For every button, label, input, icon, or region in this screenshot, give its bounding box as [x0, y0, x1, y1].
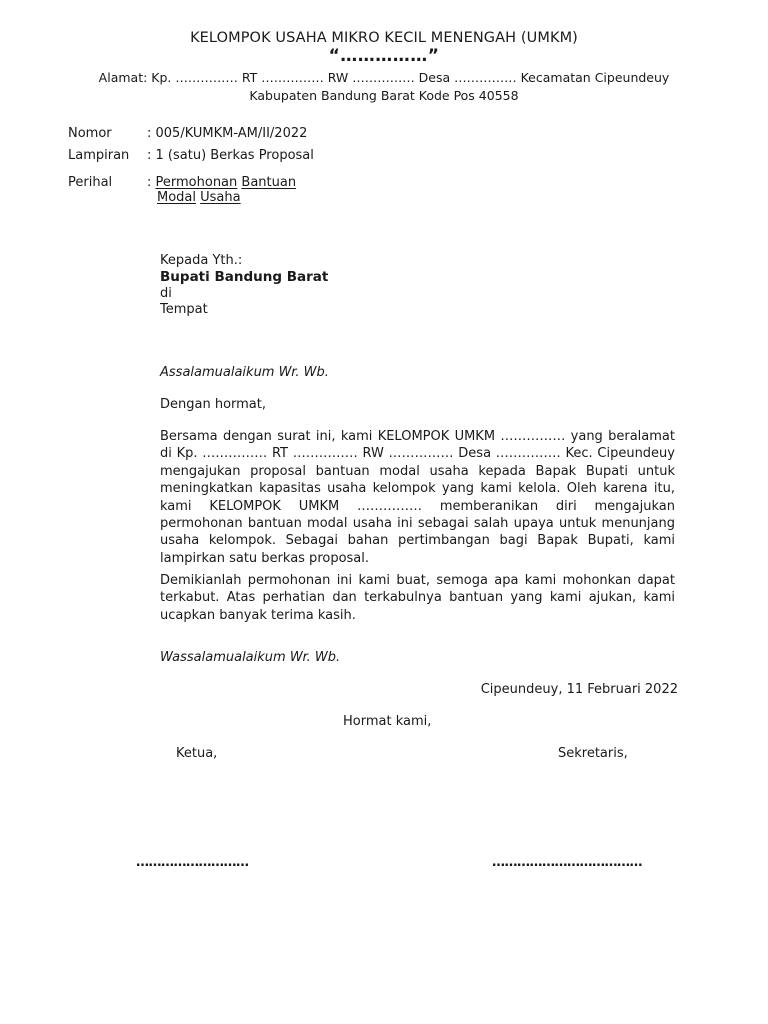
- sekretaris-label: Sekretaris,: [558, 746, 628, 761]
- place-date: Cipeundeuy, 11 Februari 2022: [480, 682, 678, 697]
- ketua-label: Ketua,: [176, 746, 218, 761]
- address-line-1: Alamat: Kp. …………… RT …………… RW …………… Desa …………… Kecamatan Cipeundeuy: [98, 70, 670, 85]
- perihal-label: Perihal: [68, 175, 113, 190]
- body-paragraph-2: Demikianlah permohonan ini kami buat, semoga apa kami mohonkan dapat terkabut. Atas perhatian dan terkabulnya bantuan yang kami ajukan, kami ucapkan banyak terima kasih.: [160, 573, 675, 623]
- lampiran-label: Lampiran: [68, 148, 130, 163]
- perihal-value-line1: [147, 175, 296, 190]
- lampiran-value: : 1 (satu) Berkas Proposal: [147, 148, 314, 163]
- nomor-value: : 005/KUMKM-AM/II/2022: [147, 126, 308, 141]
- perihal-word: Bantuan: [241, 175, 297, 190]
- kepada-label: Kepada Yth.:: [160, 253, 243, 268]
- nomor-label: Nomor: [68, 126, 112, 141]
- perihal-word: Modal: [157, 190, 196, 205]
- ketua-signature-line: ………………………: [136, 855, 249, 870]
- address-line-2: Kabupaten Bandung Barat Kode Pos 40558: [249, 88, 519, 103]
- recipient-name: Bupati Bandung Barat: [160, 269, 329, 285]
- body-paragraph-1: Bersama dengan surat ini, kami KELOMPOK UMKM …………… yang beralamat di Kp. …………… RT …………… RW …………… Desa …………… Kec. Cipeundeuy mengajukan proposal bantuan modal usaha kepada Bapak Bupati untuk meningkatkan kapasitas usaha kelompok yang kami kelola. Oleh karena itu, kami KELOMPOK UMKM …………… memberanikan diri mengajukan permohonan bantuan modal usaha ini sebagai salah upaya untuk menunjang usaha kelompok. Sebagai bahan pertimbangan bagi Bapak Bupati, kami lampirkan satu berkas proposal.: [160, 429, 675, 566]
- perihal-value-line2: [157, 190, 241, 205]
- hormat-kami: Hormat kami,: [343, 714, 432, 729]
- organization-name-placeholder: “……………”: [328, 46, 440, 66]
- organization-name: KELOMPOK USAHA MIKRO KECIL MENENGAH (UMKM): [190, 30, 578, 46]
- salutation: Dengan hormat,: [160, 397, 267, 412]
- recipient-place: Tempat: [160, 302, 208, 317]
- closing-greeting: Wassalamualaikum Wr. Wb.: [160, 650, 341, 665]
- opening-greeting: Assalamualaikum Wr. Wb.: [160, 365, 329, 380]
- perihal-word: Usaha: [200, 190, 241, 205]
- sekretaris-signature-line: ………………………………: [492, 855, 642, 870]
- perihal-colon: :: [147, 175, 156, 190]
- recipient-di: di: [160, 286, 172, 301]
- perihal-word: Permohonan: [155, 175, 238, 190]
